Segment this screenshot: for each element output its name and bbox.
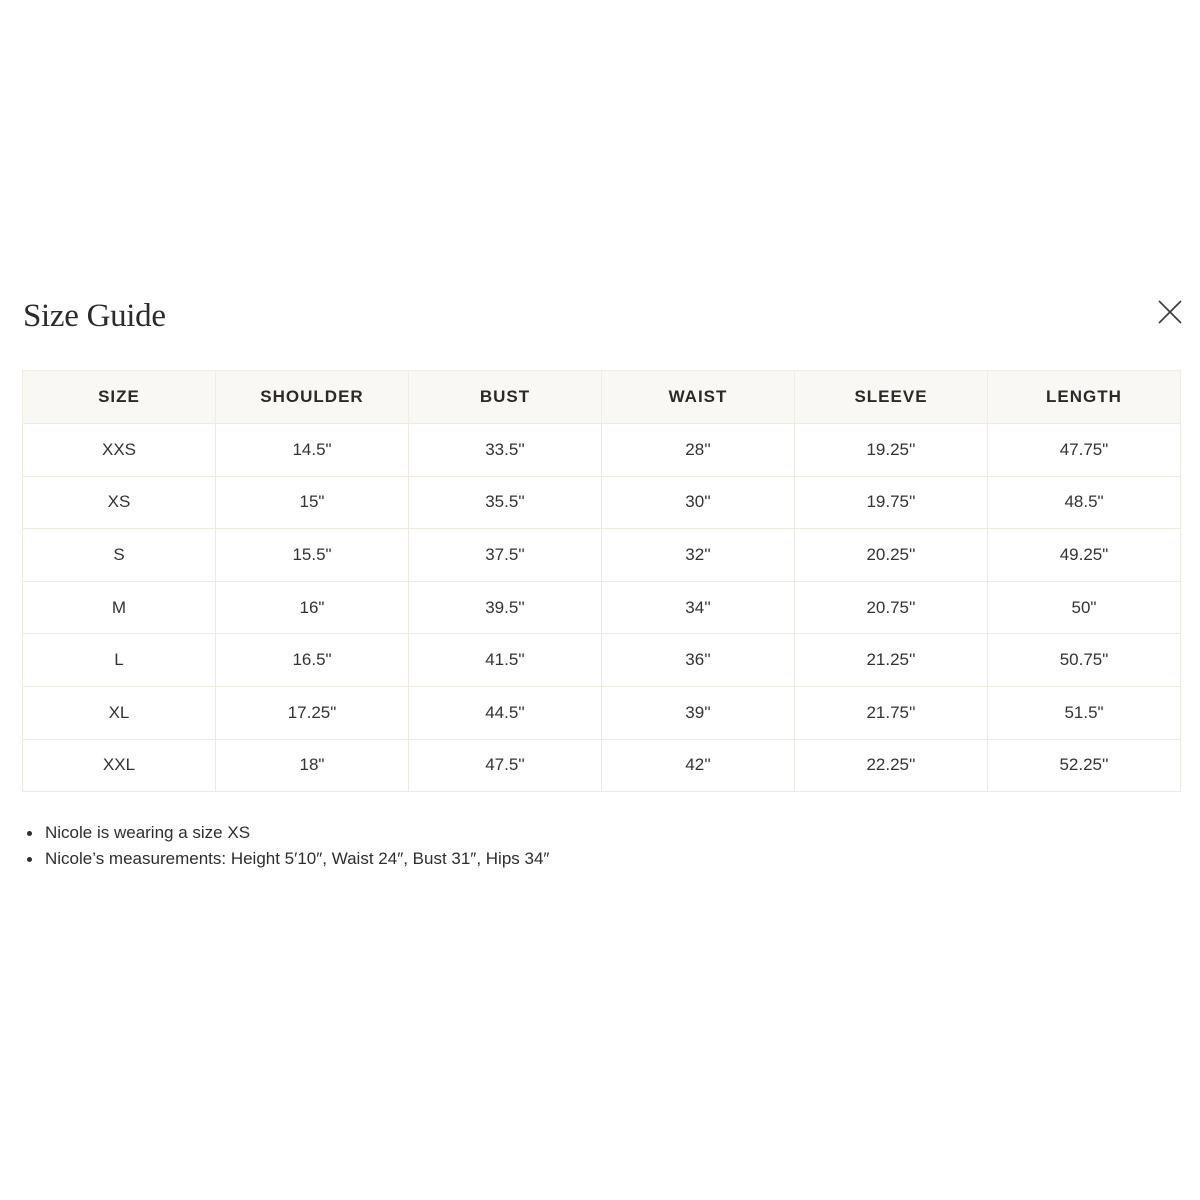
cell-shoulder: 17.25" [216,686,409,739]
list-item: Nicole is wearing a size XS [24,820,549,846]
cell-size: XS [23,476,216,529]
cell-size: L [23,634,216,687]
size-table [22,370,1181,792]
cell-sleeve: 19.75'' [795,476,988,529]
header-sleeve: SLEEVE [795,371,988,424]
cell-bust: 33.5'' [409,424,602,477]
cell-bust: 39.5'' [409,581,602,634]
cell-length: 52.25'' [988,739,1181,792]
modal-title: Size Guide [23,298,166,334]
header-bust: BUST [409,371,602,424]
cell-shoulder: 14.5" [216,424,409,477]
table-row [23,686,1181,739]
header-length: LENGTH [988,371,1181,424]
cell-sleeve: 19.25'' [795,424,988,477]
cell-sleeve: 21.25'' [795,634,988,687]
cell-shoulder: 18" [216,739,409,792]
cell-size: XL [23,686,216,739]
table-row [23,476,1181,529]
cell-shoulder: 16.5" [216,634,409,687]
close-icon [1156,298,1184,326]
cell-waist: 34'' [602,581,795,634]
cell-shoulder: 15.5" [216,529,409,582]
table-row [23,634,1181,687]
cell-shoulder: 16" [216,581,409,634]
cell-length: 48.5" [988,476,1181,529]
cell-sleeve: 20.25'' [795,529,988,582]
cell-length: 47.75" [988,424,1181,477]
cell-sleeve: 21.75'' [795,686,988,739]
cell-waist: 28'' [602,424,795,477]
cell-sleeve: 20.75'' [795,581,988,634]
header-size: SIZE [23,371,216,424]
close-button[interactable] [1152,294,1188,330]
list-item: Nicole’s measurements: Height 5′10″, Waist 24″, Bust 31″, Hips 34″ [24,846,549,872]
cell-bust: 41.5'' [409,634,602,687]
model-notes-list [24,820,549,872]
cell-waist: 30'' [602,476,795,529]
table-header-row [23,371,1181,424]
cell-size: XXS [23,424,216,477]
cell-size: S [23,529,216,582]
table-row [23,529,1181,582]
cell-size: M [23,581,216,634]
cell-bust: 47.5'' [409,739,602,792]
cell-waist: 39'' [602,686,795,739]
cell-waist: 36'' [602,634,795,687]
cell-length: 50.75" [988,634,1181,687]
cell-waist: 42'' [602,739,795,792]
table-row [23,424,1181,477]
cell-waist: 32'' [602,529,795,582]
header-waist: WAIST [602,371,795,424]
cell-bust: 35.5'' [409,476,602,529]
cell-bust: 37.5'' [409,529,602,582]
cell-length: 50" [988,581,1181,634]
cell-length: 49.25" [988,529,1181,582]
cell-shoulder: 15" [216,476,409,529]
cell-bust: 44.5'' [409,686,602,739]
table-row [23,581,1181,634]
size-table-container [22,370,1181,792]
table-row [23,739,1181,792]
cell-length: 51.5" [988,686,1181,739]
cell-sleeve: 22.25'' [795,739,988,792]
header-shoulder: SHOULDER [216,371,409,424]
cell-size: XXL [23,739,216,792]
